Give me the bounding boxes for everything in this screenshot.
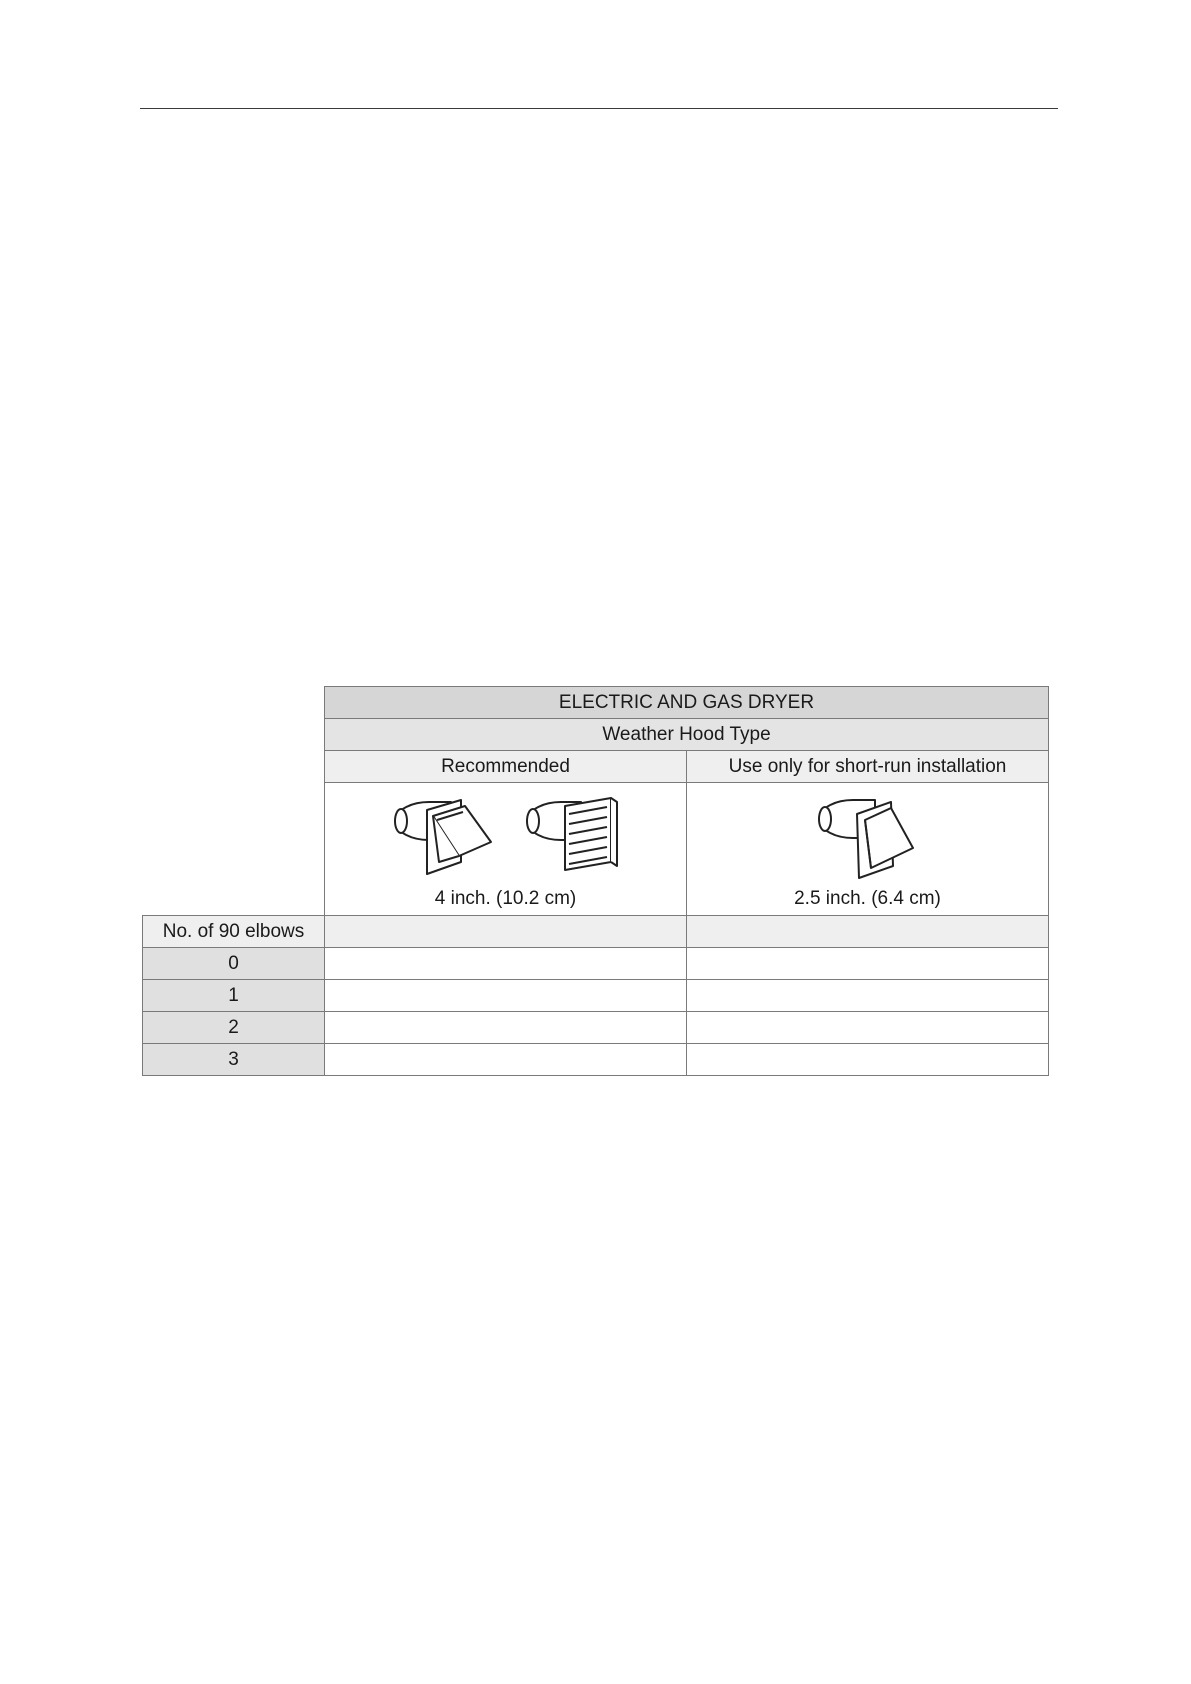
blank-corner-2 bbox=[143, 719, 325, 751]
elbow-count: 0 bbox=[143, 948, 325, 980]
hood-image-cell-short-run bbox=[687, 783, 1049, 916]
louvered-hood-icon bbox=[389, 796, 499, 886]
elbow-count: 1 bbox=[143, 980, 325, 1012]
angled-hood-icon bbox=[813, 796, 923, 886]
vent-length-table bbox=[142, 686, 1049, 1076]
table-cell bbox=[325, 980, 687, 1012]
hood-image-cell-recommended bbox=[325, 783, 687, 916]
table-cell bbox=[687, 916, 1049, 948]
table-row bbox=[143, 980, 1049, 1012]
table-cell bbox=[325, 916, 687, 948]
table-cell bbox=[687, 1044, 1049, 1076]
table-cell bbox=[325, 948, 687, 980]
row-header-elbows: No. of 90 elbows bbox=[143, 916, 325, 948]
elbow-count: 2 bbox=[143, 1012, 325, 1044]
table-cell bbox=[325, 1044, 687, 1076]
header-rule bbox=[140, 108, 1058, 109]
size-label-short-run: 2.5 inch. (6.4 cm) bbox=[794, 888, 941, 909]
table-cell bbox=[687, 1012, 1049, 1044]
table-row bbox=[143, 1044, 1049, 1076]
table-title: ELECTRIC AND GAS DRYER bbox=[325, 687, 1049, 719]
table-row bbox=[143, 948, 1049, 980]
elbow-count: 3 bbox=[143, 1044, 325, 1076]
column-header-short-run: Use only for short-run installation bbox=[687, 751, 1049, 783]
table-cell bbox=[687, 980, 1049, 1012]
table-row bbox=[143, 1012, 1049, 1044]
table-subtitle: Weather Hood Type bbox=[325, 719, 1049, 751]
table-cell bbox=[687, 948, 1049, 980]
blank-corner-3 bbox=[143, 751, 325, 783]
blank-corner bbox=[143, 687, 325, 719]
blank-corner-4 bbox=[143, 783, 325, 916]
box-hood-icon bbox=[523, 796, 623, 886]
table-cell bbox=[325, 1012, 687, 1044]
size-label-recommended: 4 inch. (10.2 cm) bbox=[434, 888, 577, 909]
column-header-recommended: Recommended bbox=[325, 751, 687, 783]
